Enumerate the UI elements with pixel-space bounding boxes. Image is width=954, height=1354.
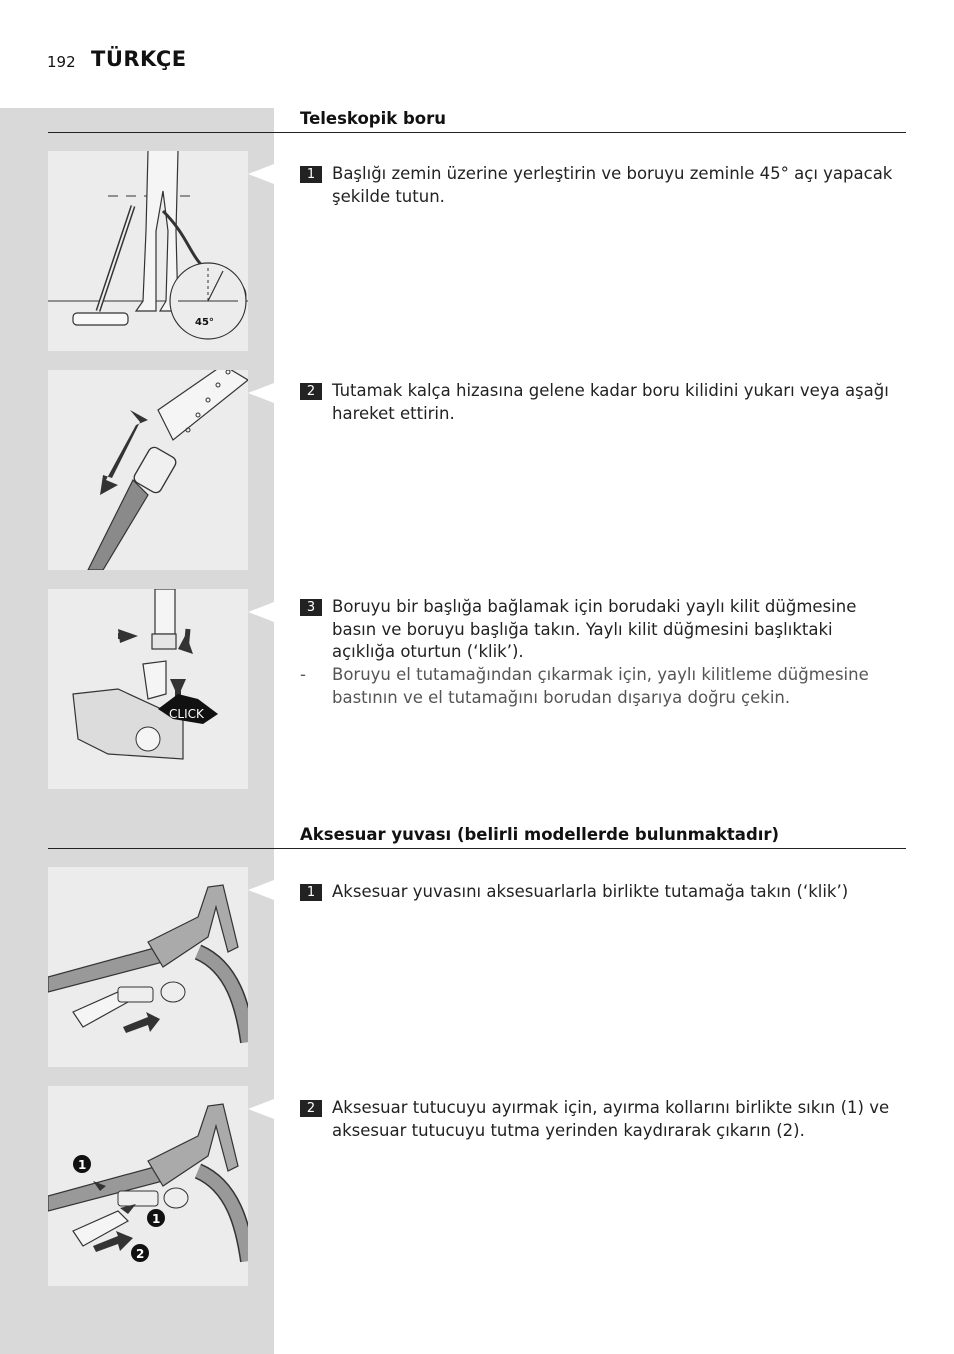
marker-1-label: 1 <box>152 1212 161 1226</box>
figure-detach-accessory-holder <box>48 1086 248 1286</box>
section-divider <box>48 848 906 849</box>
step-number-badge: 1 <box>300 884 322 901</box>
step-item <box>300 596 900 664</box>
step-item <box>300 881 900 904</box>
figure-pointer <box>248 383 274 403</box>
note-text: Boruyu el tutamağından çıkarmak için, yaylı kilitleme düğmesine bastının ve el tutamağını borudan dışarıya doğru çekin. <box>332 665 869 707</box>
step-number-badge: 3 <box>300 599 322 616</box>
step-text: Aksesuar tutucuyu ayırmak için, ayırma kollarını birlikte sıkın (1) ve aksesuar tutucuyu tutma yerinden kaydırarak çıkarın (2). <box>332 1098 890 1140</box>
step-note <box>300 664 900 709</box>
page-number: 192 <box>47 53 76 71</box>
figure-hold-tube-45deg <box>48 151 248 351</box>
step-number-badge: 2 <box>300 1100 322 1117</box>
click-label: CLICK <box>169 707 204 721</box>
step-text: Boruyu bir başlığa bağlamak için borudaki yaylı kilit düğmesine basın ve boruyu başlığa takın. Yaylı kilit düğmesini başlıktaki açıklığa oturtun (‘klik’). <box>332 597 857 661</box>
step-text: Tutamak kalça hizasına gelene kadar boru kilidini yukarı veya aşağı hareket ettirin. <box>332 381 889 423</box>
step-item <box>300 380 900 425</box>
step-text: Aksesuar yuvasını aksesuarlarla birlikte tutamağa takın (‘klik’) <box>332 882 849 901</box>
step-text: Başlığı zemin üzerine yerleştirin ve boruyu zeminle 45° açı yapacak şekilde tutun. <box>332 164 893 206</box>
figure-pointer <box>248 880 274 900</box>
section-divider <box>48 132 906 133</box>
step-item <box>300 163 900 208</box>
figure-attach-nozzle-click <box>48 589 248 789</box>
step-number-badge: 1 <box>300 166 322 183</box>
angle-label: 45° <box>195 317 214 328</box>
step-number-badge: 2 <box>300 383 322 400</box>
section-title-accessory-holder: Aksesuar yuvası (belirli modellerde bulunmaktadır) <box>300 825 780 844</box>
language-heading: TÜRKÇE <box>91 47 187 71</box>
marker-1-label: 1 <box>78 1158 87 1172</box>
note-dash: - <box>300 665 306 684</box>
step-item <box>300 1097 900 1142</box>
figure-pointer <box>248 1099 274 1119</box>
section-title-telescopic-tube: Teleskopik boru <box>300 109 447 128</box>
figure-pointer <box>248 602 274 622</box>
marker-2-label: 2 <box>136 1247 145 1261</box>
figure-attach-accessory-holder <box>48 867 248 1067</box>
figure-pointer <box>248 164 274 184</box>
figure-tube-lock-adjust <box>48 370 248 570</box>
